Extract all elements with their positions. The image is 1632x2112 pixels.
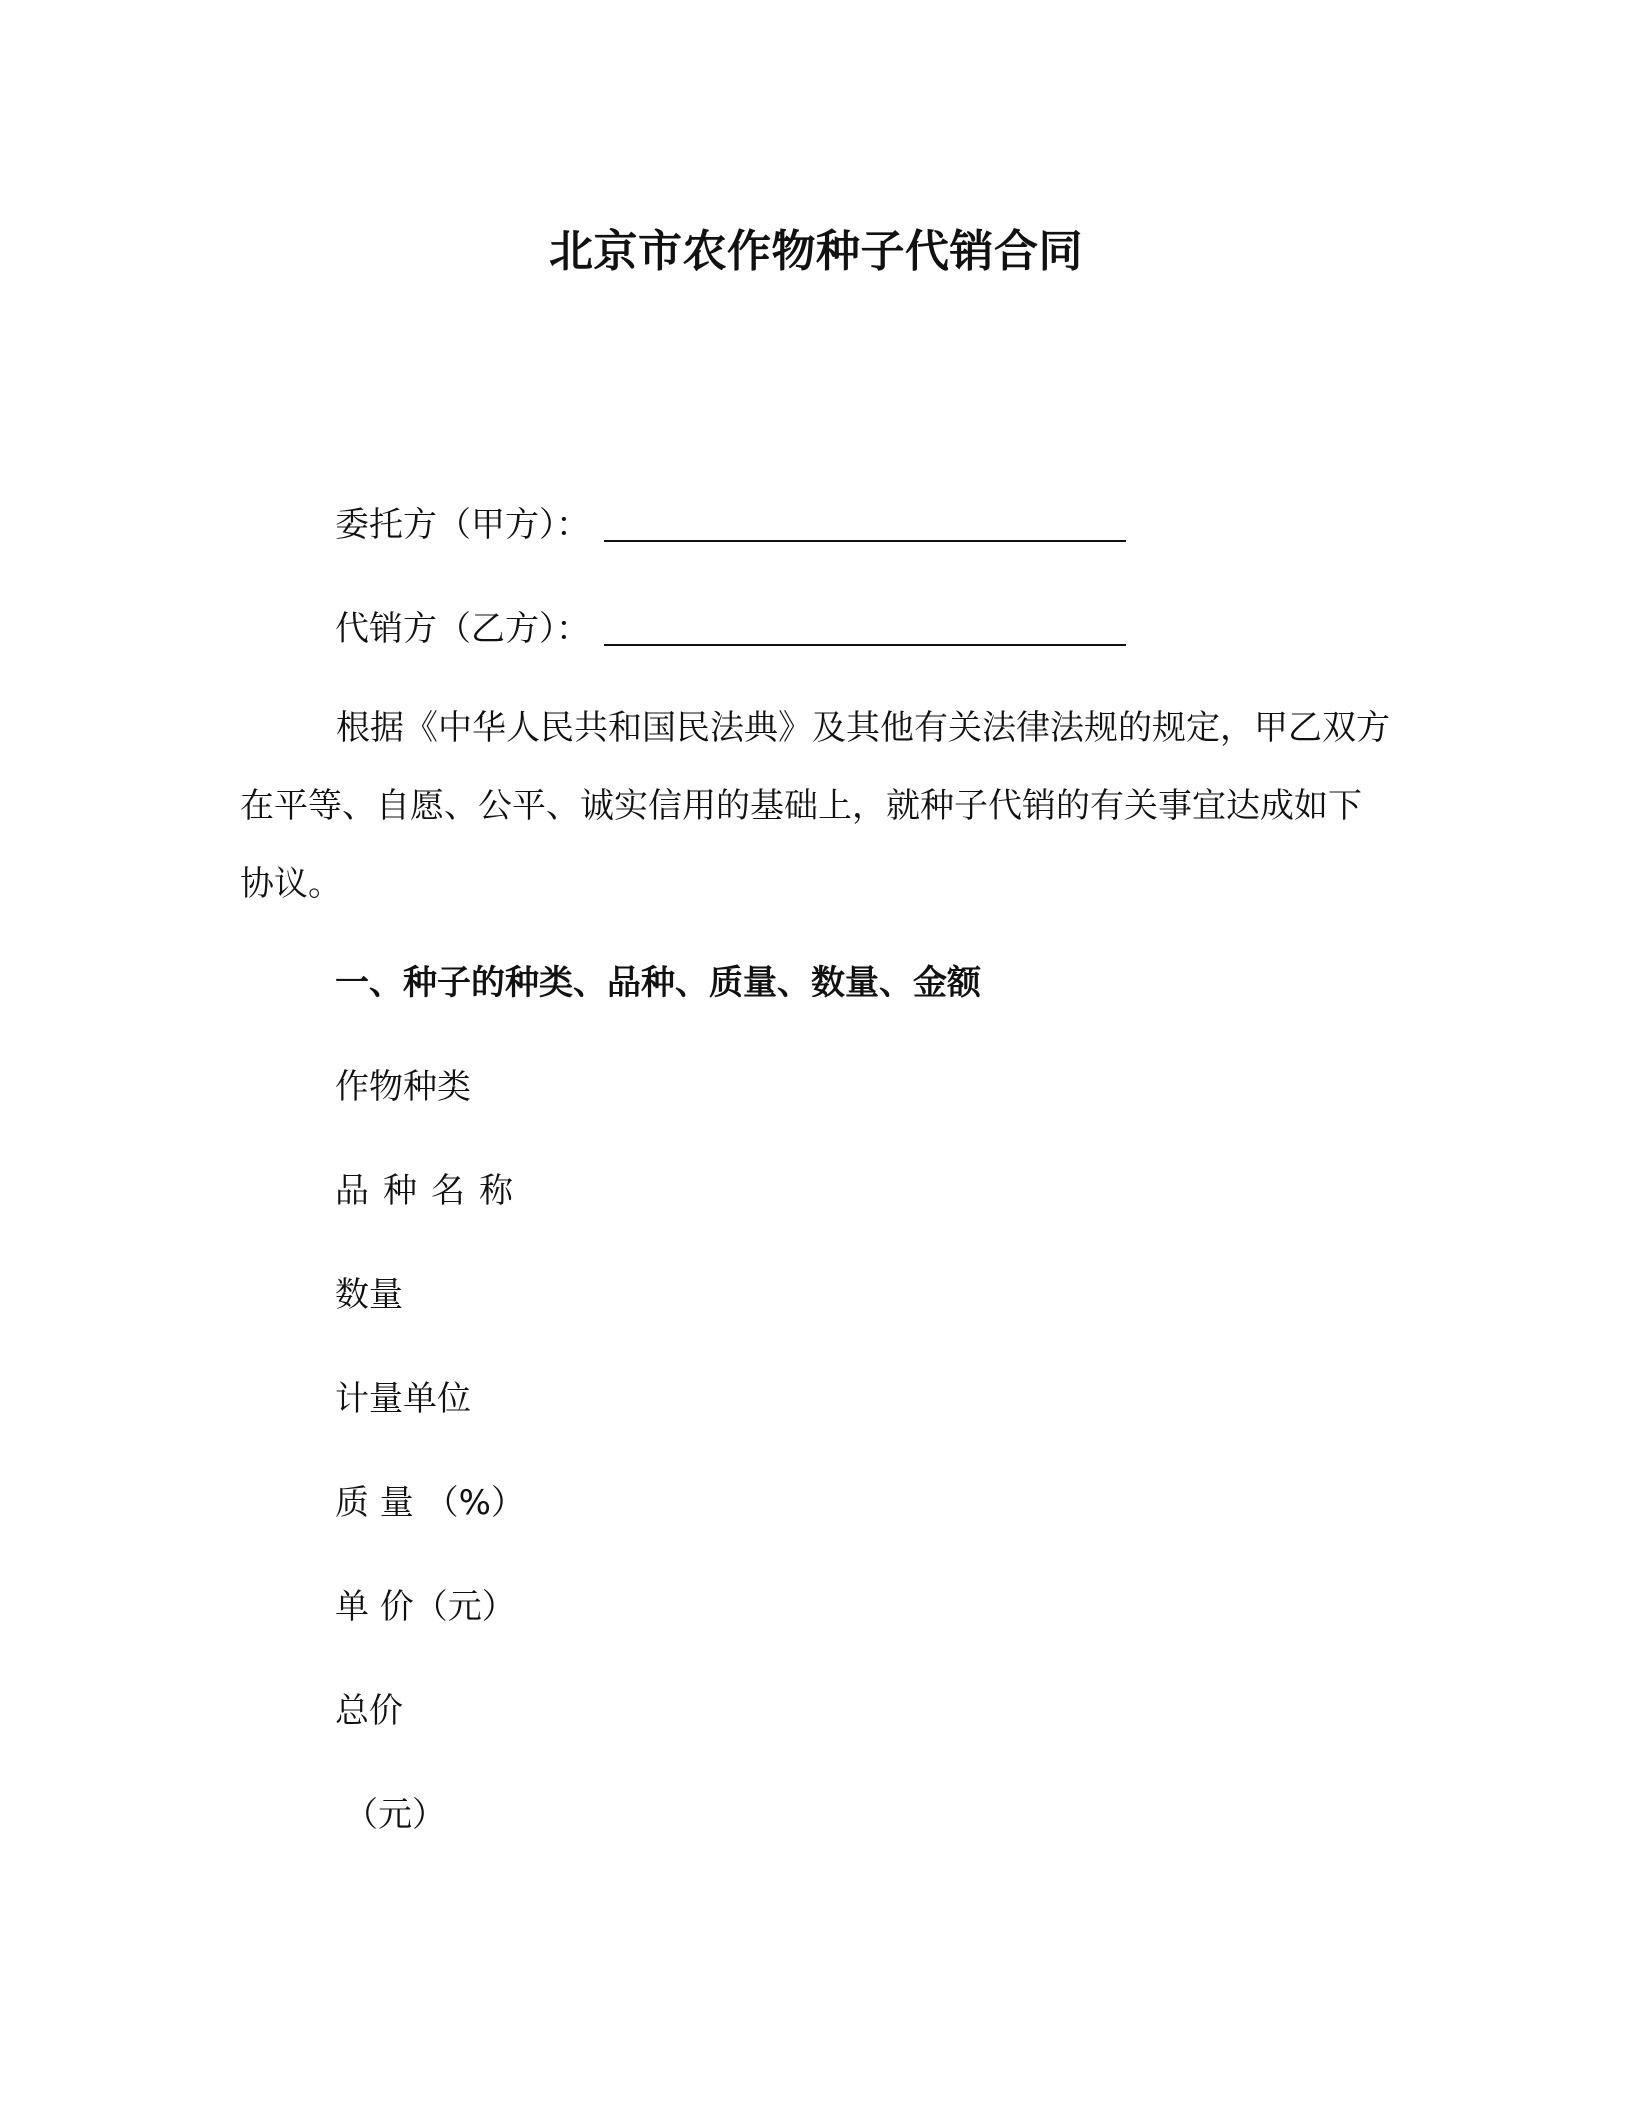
preamble-paragraph: 根据《中华人民共和国民法典》及其他有关法律法规的规定，甲乙双方在平等、自愿、公平、诚实信用的基础上，就种子代销的有关事宜达成如下协议。: [240, 708, 1390, 904]
field-total-price: 总价: [335, 1691, 403, 1731]
field-unit-price: 单 价（元）: [335, 1587, 516, 1627]
party-b-blank-line: [604, 644, 1126, 646]
field-quantity: 数量: [335, 1275, 403, 1315]
field-variety-name: 品种名称: [335, 1171, 527, 1211]
field-crop-type: 作物种类: [335, 1067, 471, 1107]
party-a-label: 委托方（甲方）：: [335, 505, 590, 545]
party-a-row: [335, 502, 1126, 548]
party-b-label: 代销方（乙方）：: [335, 609, 590, 649]
document-title: 北京市农作物种子代销合同: [549, 226, 1083, 277]
party-b-row: [335, 606, 1126, 652]
section-1-heading: 一、种子的种类、品种、质量、数量、金额: [335, 963, 981, 1003]
field-unit: 计量单位: [335, 1379, 471, 1419]
field-quality: 质 量 （%）: [335, 1483, 525, 1523]
party-a-blank-line: [604, 540, 1126, 542]
field-total-price-unit: （元）: [344, 1795, 446, 1835]
